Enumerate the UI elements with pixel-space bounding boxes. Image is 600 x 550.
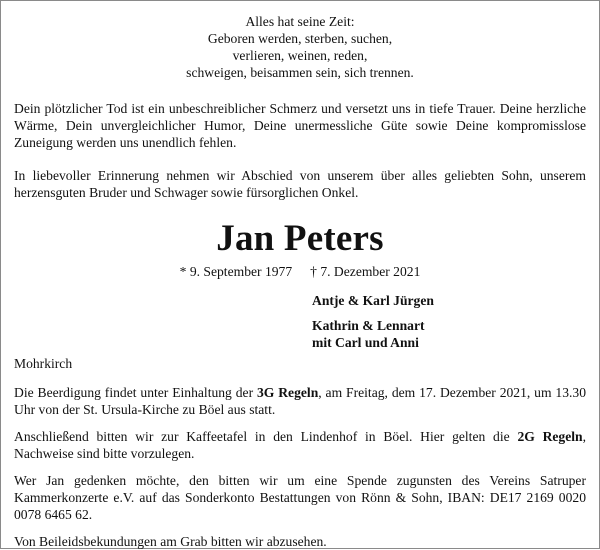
poem-line: schweigen, beisammen sein, sich trennen. — [186, 65, 414, 80]
birth-date: * 9. September 1977 — [179, 264, 293, 279]
funeral-text: Die Beerdigung findet unter Einhaltung der — [14, 385, 257, 400]
family-siblings-children: mit Carl und Anni — [312, 335, 419, 350]
poem — [14, 13, 586, 81]
coffee-rule: 2G Regeln — [517, 429, 583, 444]
coffee-text-end: , Nachweise sind bitte vorzulegen. — [14, 429, 586, 461]
life-dates — [14, 263, 586, 280]
poem-line: Alles hat seine Zeit: — [245, 14, 355, 29]
deceased-name: Jan Peters — [216, 218, 384, 259]
poem-line: verlieren, weinen, reden, — [232, 48, 368, 63]
funeral-paragraph — [14, 384, 586, 418]
obituary-content — [14, 13, 586, 550]
coffee-text: Anschließend bitten wir zur Kaffeetafel in den Lindenhof in Böel. Hier gelten die — [14, 429, 518, 444]
funeral-rule: 3G Regeln — [256, 385, 319, 400]
donation-paragraph: Wer Jan gedenken möchte, den bitten wir um eine Spende zugunsten des Vereins Satruper Kammerkonzerte e.V. auf das Sonderkonto Bestattungen von Rönn & Sohn, IBAN: DE17 2169 0020 0078 6465 62. — [14, 473, 586, 522]
condolences-note: Von Beileidsbekundungen am Grab bitten wir abzusehen. — [14, 534, 327, 549]
coffee-paragraph — [14, 428, 586, 462]
family-siblings: Kathrin & Lennart — [312, 318, 425, 333]
remembrance-paragraph: In liebevoller Erinnerung nehmen wir Abschied von unserem über alles geliebten Sohn, unserem herzensguten Bruder und Schwager sowie fürsorglichen Onkel. — [14, 168, 586, 200]
funeral-text-end: , am Freitag, dem 17. Dezember 2021, um 13.30 Uhr von der St. Ursula-Kirche zu Böel aus statt. — [14, 385, 586, 417]
family-signatures — [312, 292, 586, 351]
place-name: Mohrkirch — [14, 356, 73, 371]
intro-paragraph: Dein plötzlicher Tod ist ein unbeschreiblicher Schmerz und versetzt uns in tiefe Trauer. Deine herzliche Wärme, Dein unvergleichlicher Humor, Deine unermessliche Güte sowie Deine kompromisslose Zuneigung werden uns unendlich fehlen. — [14, 101, 586, 150]
poem-line: Geboren werden, sterben, suchen, — [207, 31, 393, 46]
family-parents: Antje & Karl Jürgen — [312, 293, 434, 308]
death-date: † 7. Dezember 2021 — [310, 264, 421, 279]
